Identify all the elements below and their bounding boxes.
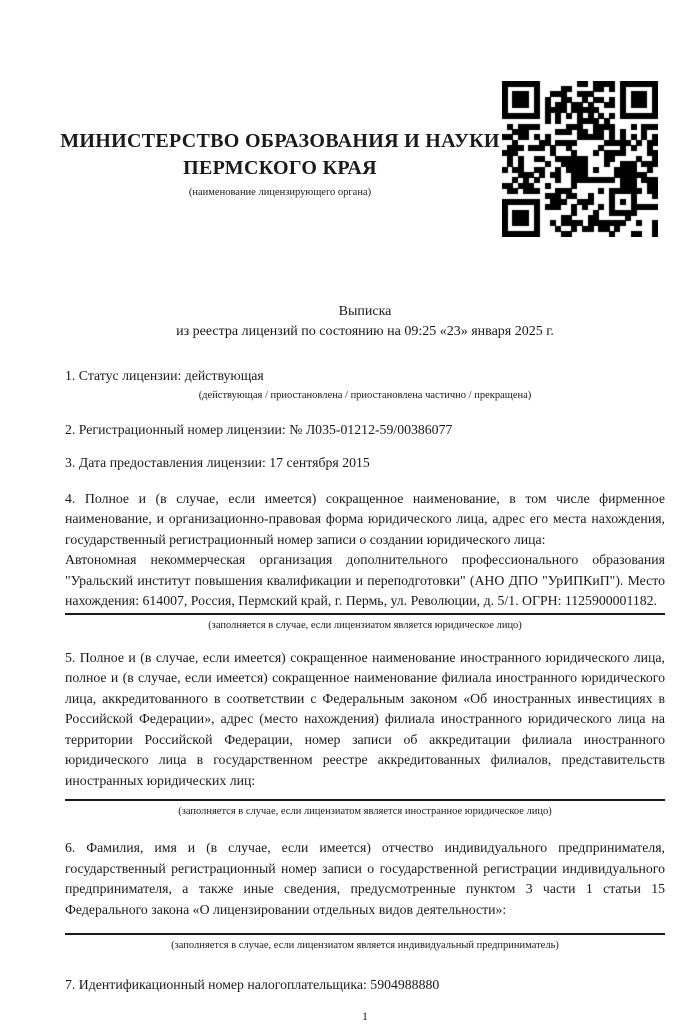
ministry-name-line1: МИНИСТЕРСТВО ОБРАЗОВАНИЯ И НАУКИ <box>60 130 500 152</box>
blank-fill-line <box>65 920 665 935</box>
legal-entity-caption: (заполняется в случае, если лицензиатом является юридическое лицо) <box>208 619 522 631</box>
item-taxpayer-number <box>65 975 665 996</box>
document-header <box>0 0 700 268</box>
blank-fill-line <box>65 791 665 801</box>
document-title-line2: из реестра лицензий по состоянию на 09:25 «23» января 2025 г. <box>176 324 554 339</box>
item-legal-entity-info <box>65 489 665 632</box>
document-title <box>65 302 665 342</box>
item-registration-number <box>65 420 665 441</box>
license-status-text: 1. Статус лицензии: действующая <box>65 368 264 383</box>
page-number: 1 <box>362 1008 368 1023</box>
grant-date-text: 3. Дата предоставления лицензии: 17 сентября 2015 <box>65 455 370 470</box>
document-title-line1: Выписка <box>338 304 392 319</box>
item-grant-date <box>65 453 665 474</box>
entrepreneur-text: 6. Фамилия, имя и (в случае, если имеется) отчество индивидуального предпринимателя, государственный регистрационный номер записи о государственной регистрации индивидуального предпринимателя, а также иные сведения, предусмотренные пунктом 3 части 1 статьи 15 Федерального закона «О лицензировании отдельных видов деятельности»: <box>65 840 665 917</box>
license-status-options-caption: (действующая / приостановлена / приостановлена частично / прекращена) <box>198 389 532 401</box>
registration-number-text: 2. Регистрационный номер лицензии: № Л035-01212-59/00386077 <box>65 421 453 437</box>
taxpayer-number-text: 7. Идентификационный номер налогоплательщика: 5904988880 <box>65 977 440 992</box>
licensing-authority-block <box>60 128 500 199</box>
item-foreign-entity-info <box>65 648 665 819</box>
legal-entity-intro-text: 4. Полное и (в случае, если имеется) сокращенное наименование, в том числе фирменное наименование, и организационно-правовая форма юридического лица, адрес его места нахождения, государственный регистрационный номер записи о создании юридического лица: <box>65 490 665 547</box>
entrepreneur-caption: (заполняется в случае, если лицензиатом является индивидуальный предприниматель) <box>171 940 559 951</box>
item-individual-entrepreneur-info <box>65 838 665 952</box>
ministry-name-caption: (наименование лицензирующего органа) <box>188 187 372 198</box>
foreign-entity-caption: (заполняется в случае, если лицензиатом является иностранное юридическое лицо) <box>178 806 552 817</box>
foreign-entity-text: 5. Полное и (в случае, если имеется) сокращенное наименование иностранного юридического лица, полное и (в случае, если имеется) сокращенное наименование филиала иностранного юридического лица, аккредитованного в соответствии с Федеральным законом «Об иностранных инвестициях в Российской Федерации», адрес (место нахождения) филиала иностранного юридического лица на территории Российской Федерации, номер записи об аккредитации филиала иностранного юридического лица в государственном реестре аккредитованных филиалов, представительств иностранных юридических лиц: <box>65 649 665 788</box>
item-license-status <box>65 366 665 402</box>
legal-entity-value-text: Автономная некоммерческая организация дополнительного профессионального образования "Уральский институт повышения квалификации и переподготовки" (АНО ДПО "УрИПКиП"). Место нахождения: 614007, Россия, Пермский край, г. Пермь, ул. Революции, д. 5/1. ОГРН: 1125900001182. <box>65 550 665 615</box>
qr-code <box>502 81 658 237</box>
ministry-name-line2: ПЕРМСКОГО КРАЯ <box>183 157 377 179</box>
page-footer <box>65 1009 665 1024</box>
document-body <box>65 302 665 1024</box>
